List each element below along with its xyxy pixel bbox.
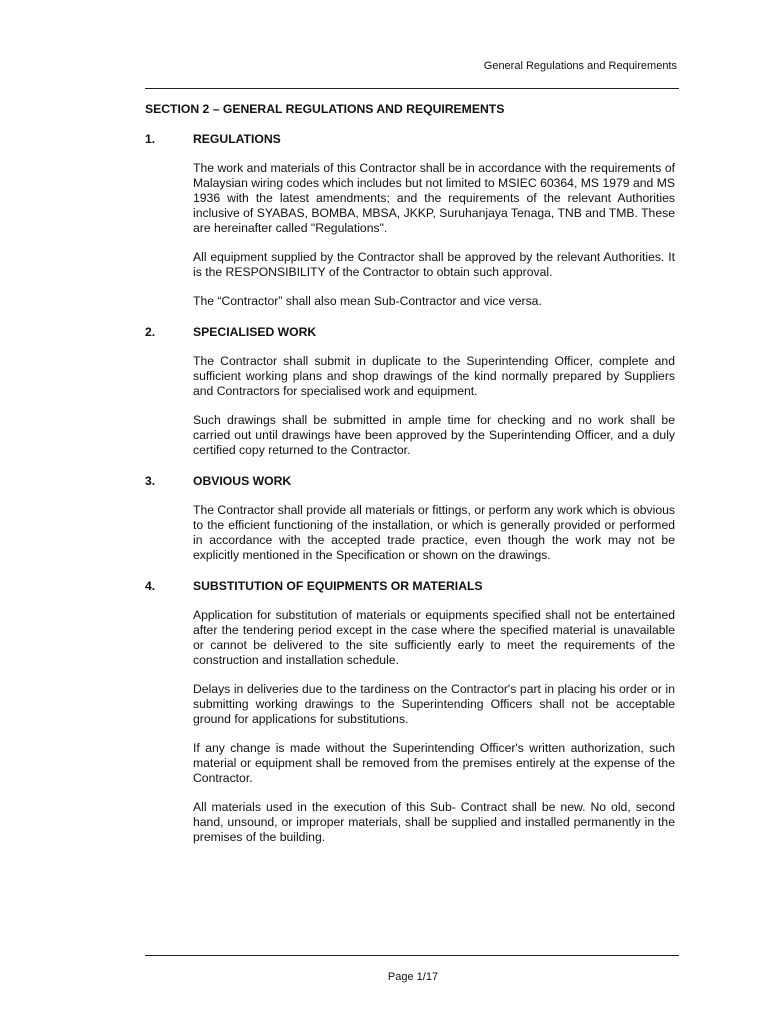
paragraph: All equipment supplied by the Contractor shall be approved by the relevant Authorities. It is the RESPONSIBILITY of the Contractor to obtain such approval. (193, 250, 675, 279)
section-heading (145, 579, 675, 594)
section-heading-text: SUBSTITUTION OF EQUIPMENTS OR MATERIALS (193, 579, 483, 593)
section-number: 2. (145, 325, 156, 339)
paragraph: The Contractor shall submit in duplicate to the Superintending Officer, complete and sufficient working plans and shop drawings of the kind normally prepared by Suppliers and Contractors for specialised work and equipment. (193, 354, 675, 398)
section-title: SECTION 2 – GENERAL REGULATIONS AND REQUIREMENTS (145, 102, 505, 116)
paragraph: The work and materials of this Contractor shall be in accordance with the requirements of Malaysian wiring codes which includes but not limited to MSIEC 60364, MS 1979 and MS 1936 with the latest amendments; and the requirements of the relevant Authorities inclusive of SYABAS, BOMBA, MBSA, JKKP, Suruhanjaya Tenaga, TNB and TMB. These are hereinafter called "Regulations". (193, 161, 675, 235)
section-heading-text: SPECIALISED WORK (193, 325, 317, 339)
section-heading (145, 325, 675, 340)
paragraph: Delays in deliveries due to the tardiness on the Contractor's part in placing his order or in submitting working drawings to the Superintending Officers shall not be acceptable ground for applications for substitutions. (193, 682, 675, 726)
paragraph: The Contractor shall provide all materials or fittings, or perform any work which is obvious to the efficient functioning of the installation, or which is generally provided or performed in accordance with the accepted trade practice, even though the work may not be explicitly mentioned in the Specification or shown on the drawings. (193, 503, 675, 562)
section-number: 1. (145, 132, 156, 146)
header-divider (145, 88, 679, 89)
section-number: 3. (145, 474, 156, 488)
footer-divider (145, 955, 679, 956)
obvious-work-section (145, 474, 675, 563)
paragraph: Such drawings shall be submitted in ample time for checking and no work shall be carried out until drawings have been approved by the Superintending Officer, and a duly certified copy returned to the Contractor. (193, 413, 675, 457)
substitution-section (145, 579, 675, 845)
paragraph: The “Contractor” shall also mean Sub-Contractor and vice versa. (193, 294, 542, 308)
paragraph: Application for substitution of materials or equipments specified shall not be entertained after the tendering period except in the case where the specified material is unavailable or cannot be delivered to the site sufficiently early to meet the requirements of the construction and installation schedule. (193, 608, 675, 667)
document-body (145, 102, 675, 859)
specialised-work-section (145, 325, 675, 458)
section-heading (145, 474, 675, 489)
paragraph: All materials used in the execution of this Sub- Contract shall be new. No old, second hand, unsound, or improper materials, shall be supplied and installed permanently in the premises of the building. (193, 800, 675, 844)
section-heading (145, 132, 675, 147)
section-number: 4. (145, 579, 156, 593)
section-heading-text: REGULATIONS (193, 132, 281, 146)
page-number: Page 1/17 (387, 971, 439, 983)
paragraph: If any change is made without the Superintending Officer's written authorization, such material or equipment shall be removed from the premises entirely at the expense of the Contractor. (193, 741, 675, 785)
regulations-section (145, 132, 675, 309)
section-heading-text: OBVIOUS WORK (193, 474, 292, 488)
running-header: General Regulations and Requirements (483, 60, 677, 72)
